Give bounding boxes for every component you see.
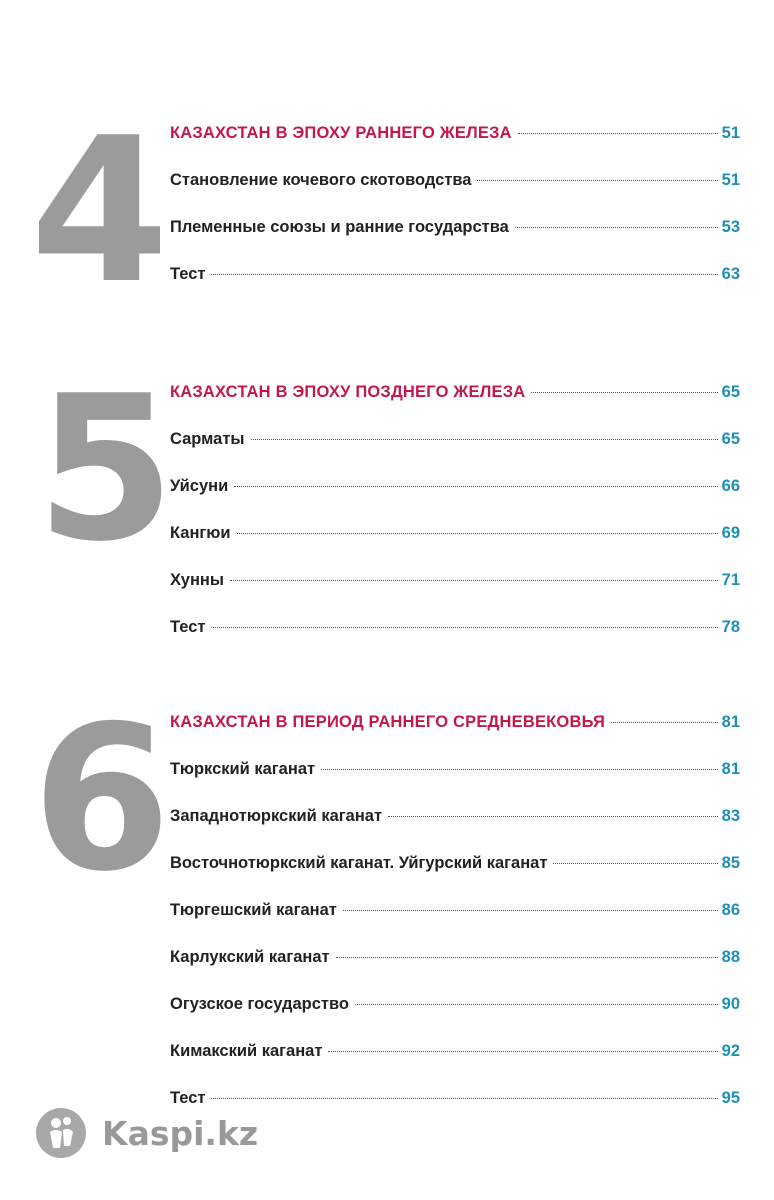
dot-leader — [251, 439, 718, 440]
toc-entries — [170, 713, 740, 1136]
entry-title: Тест — [170, 1089, 206, 1107]
chapter-number: 6 — [32, 683, 166, 916]
toc-entry[interactable] — [170, 1042, 740, 1089]
kaspi-watermark — [36, 1108, 258, 1158]
page-number: 69 — [721, 524, 740, 542]
toc-chapter-heading[interactable] — [170, 713, 740, 760]
entry-title: КАЗАХСТАН В ПЕРИОД РАННЕГО СРЕДНЕВЕКОВЬЯ — [170, 713, 606, 731]
page-number: 85 — [721, 854, 740, 872]
page-number: 71 — [721, 571, 740, 589]
page-number: 83 — [721, 807, 740, 825]
chapter-number: 4 — [30, 95, 164, 328]
page-number: 78 — [721, 618, 740, 636]
dot-leader — [531, 392, 717, 393]
page-number: 95 — [721, 1089, 740, 1107]
toc-entry[interactable] — [170, 171, 740, 218]
dot-leader — [211, 627, 717, 628]
toc-chapter-heading[interactable] — [170, 383, 740, 430]
dot-leader — [515, 227, 718, 228]
toc-entry[interactable] — [170, 524, 740, 571]
toc-entry[interactable] — [170, 218, 740, 265]
watermark-text: Kaspi.kz — [102, 1113, 259, 1153]
dot-leader — [518, 133, 718, 134]
entry-title: Становление кочевого скотоводства — [170, 171, 472, 189]
dot-leader — [230, 580, 718, 581]
dot-leader — [234, 486, 717, 487]
toc-entry[interactable] — [170, 948, 740, 995]
dot-leader — [211, 274, 717, 275]
page-number: 65 — [721, 430, 740, 448]
toc-entry[interactable] — [170, 618, 740, 665]
toc-entry[interactable] — [170, 995, 740, 1042]
toc-entry[interactable] — [170, 477, 740, 524]
toc-entry[interactable] — [170, 571, 740, 618]
entry-title: Тест — [170, 618, 206, 636]
entry-title: Огузское государство — [170, 995, 349, 1013]
page-number: 51 — [721, 171, 740, 189]
entry-title: Кимакский каганат — [170, 1042, 323, 1060]
page-number: 53 — [721, 218, 740, 236]
entry-title: Кангюи — [170, 524, 231, 542]
dot-leader — [321, 769, 718, 770]
dot-leader — [388, 816, 718, 817]
entry-title: Племенные союзы и ранние государства — [170, 218, 509, 236]
page-number: 66 — [721, 477, 740, 495]
page-number: 90 — [721, 995, 740, 1013]
entry-title: Тест — [170, 265, 206, 283]
dot-leader — [237, 533, 718, 534]
toc-entry[interactable] — [170, 430, 740, 477]
dot-leader — [477, 180, 717, 181]
toc-entries — [170, 124, 740, 312]
page-number: 92 — [721, 1042, 740, 1060]
page-number: 86 — [721, 901, 740, 919]
dot-leader — [343, 910, 718, 911]
toc-entries — [170, 383, 740, 665]
toc-entry[interactable] — [170, 807, 740, 854]
entry-title: Карлукский каганат — [170, 948, 330, 966]
toc-entry[interactable] — [170, 265, 740, 312]
toc-entry[interactable] — [170, 760, 740, 807]
page-number: 65 — [721, 383, 740, 401]
dot-leader — [328, 1051, 717, 1052]
page-number: 63 — [721, 265, 740, 283]
dot-leader — [611, 722, 718, 723]
entry-title: Сарматы — [170, 430, 245, 448]
kaspi-logo-glyph — [36, 1108, 86, 1158]
entry-title: Уйсуни — [170, 477, 229, 495]
kaspi-logo-icon — [36, 1108, 86, 1158]
page-number: 81 — [721, 713, 740, 731]
chapter-number: 5 — [36, 353, 170, 586]
toc-entry[interactable] — [170, 854, 740, 901]
page-number: 51 — [721, 124, 740, 142]
dot-leader — [211, 1098, 717, 1099]
dot-leader — [336, 957, 718, 958]
page-number: 88 — [721, 948, 740, 966]
entry-title: КАЗАХСТАН В ЭПОХУ РАННЕГО ЖЕЛЕЗА — [170, 124, 512, 142]
entry-title: Хунны — [170, 571, 224, 589]
dot-leader — [553, 863, 717, 864]
entry-title: КАЗАХСТАН В ЭПОХУ ПОЗДНЕГО ЖЕЛЕЗА — [170, 383, 526, 401]
page-number: 81 — [721, 760, 740, 778]
entry-title: Западнотюркский каганат — [170, 807, 383, 825]
toc-entry[interactable] — [170, 901, 740, 948]
dot-leader — [355, 1004, 718, 1005]
entry-title: Тюркский каганат — [170, 760, 316, 778]
entry-title: Тюргешский каганат — [170, 901, 337, 919]
entry-title: Восточнотюркский каганат. Уйгурский каганат — [170, 854, 548, 872]
toc-chapter-heading[interactable] — [170, 124, 740, 171]
